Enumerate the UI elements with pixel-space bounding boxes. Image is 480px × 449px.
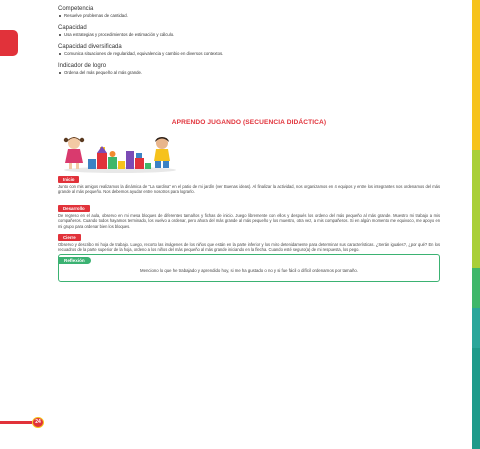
red-edge-tab bbox=[0, 30, 18, 56]
capacidad-diversificada-item: Comunica situaciones de regularidad, equivalencia y cambio en diversos contextos. bbox=[58, 51, 440, 57]
indicador-item: Ordena del más pequeño al más grande. bbox=[58, 70, 440, 76]
capacidad-title: Capacidad bbox=[58, 25, 87, 31]
desarrollo-text: De regreso en el aula, observo en mi mesa bloques de diferentes tamaños y fichas de inicio. Juego libremente con ellos y después los ordeno del más pequeño al más grande. Muestro mi trabajo a mis compañeros. Cuando todos hayamos terminado, los vuelvo a ordenar, pero ahora del más grande al más pequeño y los muestro, otra vez, a mis compañeros. Si en algún momento me equivoco, me apoyo en mi grupo para ordenar bien los bloques. bbox=[58, 213, 440, 229]
desarrollo-label: Desarrollo bbox=[58, 205, 90, 212]
inicio-label: Inicio bbox=[58, 176, 79, 183]
page-number: 24 bbox=[32, 417, 44, 428]
footer-red-line bbox=[0, 421, 32, 424]
cierre-label: Cierre bbox=[58, 234, 81, 241]
color-stripe bbox=[472, 0, 480, 449]
children-blocks-illustration bbox=[60, 133, 178, 173]
cierre-text: Observo y describo mi hoja de trabajo. Luego, recorto las imágenes de los niños que están en la parte inferior y los miro detenidamente para determinar sus características. ¿Serán iguales?, ¿por qué? En los recuadros de la parte superior de la hoja, ordeno a los niños del más pequeño al más grande iniciando en la flecha. Cuando esté seguro(a) de mi respuesta, los pego. bbox=[58, 242, 440, 253]
indicador-title: Indicador de logro bbox=[58, 63, 107, 69]
inicio-text: Junto con mis amigos realizamos la dinámica de "La sardina" en el patio de mi jardín (ver Buenas ideas). Al finalizar la actividad, nos organizamos en 4 equipos y entre los integrantes nos ordenamos del más grande al más pequeño. Nos debemos ayudar entre nosotros para lograrlo. bbox=[58, 184, 440, 195]
capacidad-item: Usa estrategias y procedimientos de estimación y cálculo. bbox=[58, 32, 440, 38]
reflexion-label: Reflexión bbox=[58, 257, 91, 264]
competencia-item: Resuelve problemas de cantidad. bbox=[58, 13, 440, 19]
learning-objectives bbox=[58, 6, 440, 76]
competencia-title: Competencia bbox=[58, 6, 94, 12]
capacidad-diversificada-title: Capacidad diversificada bbox=[58, 44, 122, 50]
reflexion-text: Menciono lo que he trabajado y aprendido hoy, si me ha gustado o no y si fue fácil o difícil ordenarnos por tamaño. bbox=[139, 268, 358, 273]
main-title: APRENDO JUGANDO (SECUENCIA DIDÁCTICA) bbox=[171, 119, 327, 126]
